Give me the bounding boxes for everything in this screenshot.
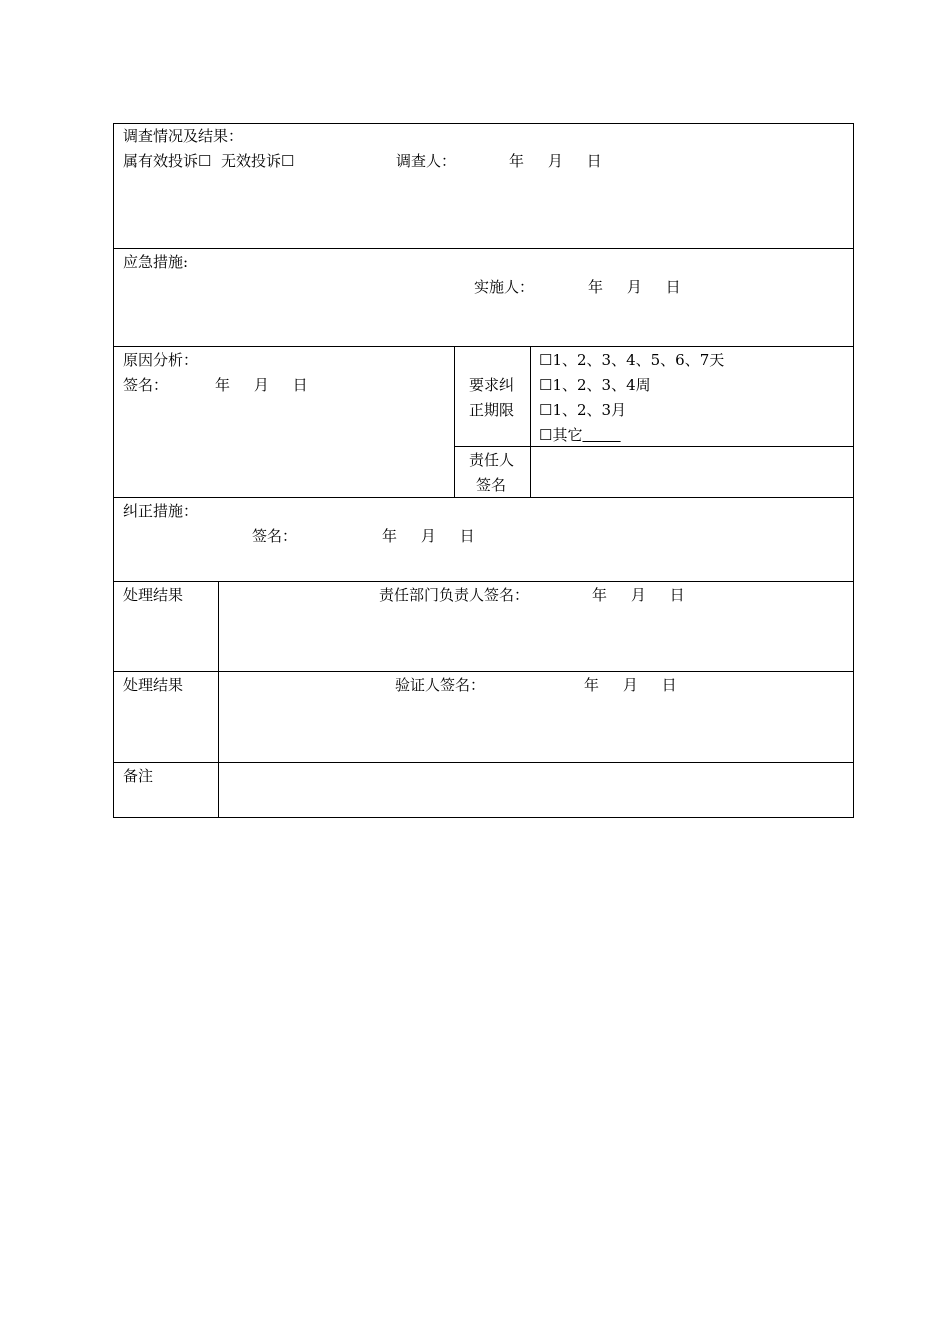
deadline-other-label: ☐其它 — [539, 426, 583, 444]
deadline-option-other[interactable] — [539, 423, 621, 448]
implementer-label: 实施人： — [474, 278, 535, 296]
responsible-label-line1: 责任人 — [469, 451, 515, 469]
cause-sign-label: 签名： — [123, 376, 169, 394]
row-divider — [114, 248, 853, 249]
column-divider — [218, 581, 219, 817]
result1-date: 年 月 日 — [592, 586, 685, 604]
column-divider — [530, 346, 531, 497]
result1-label: 处理结果 — [123, 586, 184, 604]
correction-date: 年 月 日 — [382, 527, 475, 545]
emergency-date: 年 月 日 — [588, 278, 681, 296]
row-divider — [454, 446, 853, 447]
result2-label: 处理结果 — [123, 676, 184, 694]
column-divider — [454, 346, 455, 497]
deadline-label-line1: 要求纠 — [469, 376, 515, 394]
deadline-option-days[interactable]: ☐1、2、3、4、5、6、7天 — [539, 351, 725, 369]
cause-label: 原因分析： — [123, 351, 199, 369]
responsible-label-line2: 签名 — [476, 476, 507, 494]
deadline-option-weeks[interactable]: ☐1、2、3、4周 — [539, 376, 651, 394]
complaint-validity-options: 属有效投诉☐ 无效投诉☐ — [123, 152, 295, 170]
investigator-label: 调查人： — [396, 152, 457, 170]
cause-date: 年 月 日 — [215, 376, 308, 394]
emergency-label: 应急措施: — [123, 253, 189, 271]
dept-head-sign-label: 责任部门负责人签名： — [379, 586, 530, 604]
result2-date: 年 月 日 — [584, 676, 677, 694]
deadline-option-months[interactable]: ☐1、2、3月 — [539, 401, 627, 419]
row-divider — [114, 346, 853, 347]
row-divider — [114, 671, 853, 672]
correction-sign-label: 签名： — [252, 527, 298, 545]
row-divider — [114, 581, 853, 582]
deadline-other-blank[interactable] — [582, 426, 620, 444]
complaint-form — [113, 123, 854, 818]
investigation-label: 调查情况及结果： — [123, 127, 244, 145]
remarks-label: 备注 — [123, 767, 154, 785]
deadline-label-line2: 正期限 — [469, 401, 515, 419]
investigation-date: 年 月 日 — [509, 152, 602, 170]
verifier-sign-label: 验证人签名： — [395, 676, 486, 694]
row-divider — [114, 762, 853, 763]
correction-label: 纠正措施： — [123, 502, 199, 520]
